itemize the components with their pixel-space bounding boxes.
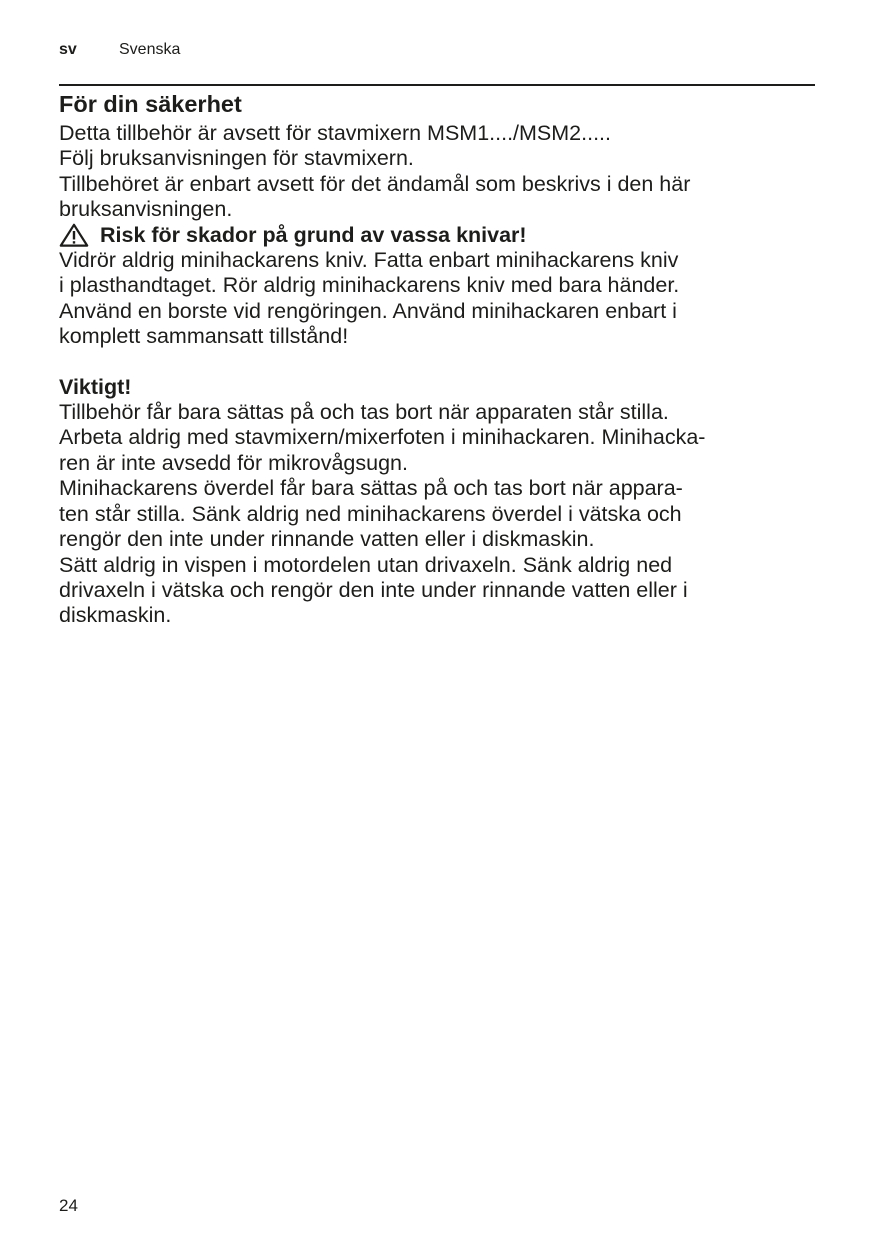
intro-line: Följ bruksanvisningen för stavmixern. (59, 146, 414, 171)
intro-line: Tillbehöret är enbart avsett för det ändamål som beskrivs i den här (59, 171, 691, 196)
warning-triangle-icon (59, 223, 89, 247)
warning-heading (59, 223, 819, 248)
page-header (59, 40, 180, 60)
warning-title: Risk för skador på grund av vassa knivar! (100, 222, 527, 247)
paragraph-spacer (59, 350, 819, 375)
important-line: Minihackarens överdel får bara sättas på och tas bort när appara- (59, 476, 683, 501)
intro-line: bruksanvisningen. (59, 197, 233, 222)
important-paragraph (59, 400, 819, 629)
language-name: Svenska (119, 41, 181, 58)
intro-paragraph (59, 121, 819, 223)
section-title: För din säkerhet (59, 91, 242, 117)
important-line: ten står stilla. Sänk aldrig ned minihackarens överdel i vätska och (59, 501, 682, 526)
warning-line: komplett sammansatt tillstånd! (59, 324, 349, 349)
important-line: drivaxeln i vätska och rengör den inte under rinnande vatten eller i (59, 577, 688, 602)
important-line: rengör den inte under rinnande vatten eller i diskmaskin. (59, 527, 595, 552)
important-line: diskmaskin. (59, 603, 172, 628)
important-line: Tillbehör får bara sättas på och tas bort när apparaten står stilla. (59, 400, 669, 425)
important-line: Arbeta aldrig med stavmixern/mixerfoten i minihackaren. Minihacka- (59, 425, 706, 450)
warning-line: i plasthandtaget. Rör aldrig minihackarens kniv med bara händer. (59, 273, 680, 298)
language-code: sv (59, 41, 77, 58)
page-number: 24 (59, 1196, 78, 1215)
header-divider (59, 84, 815, 86)
main-content (59, 90, 819, 629)
warning-paragraph (59, 248, 819, 350)
warning-line: Använd en borste vid rengöringen. Använd minihackaren enbart i (59, 298, 677, 323)
important-heading: Viktigt! (59, 374, 132, 399)
intro-line: Detta tillbehör är avsett för stavmixern MSM1..../MSM2..... (59, 121, 611, 145)
important-line: ren är inte avsedd för mikrovågsugn. (59, 450, 408, 475)
warning-line: Vidrör aldrig minihackarens kniv. Fatta enbart minihackarens kniv (59, 248, 679, 273)
important-line: Sätt aldrig in vispen i motordelen utan drivaxeln. Sänk aldrig ned (59, 552, 673, 577)
